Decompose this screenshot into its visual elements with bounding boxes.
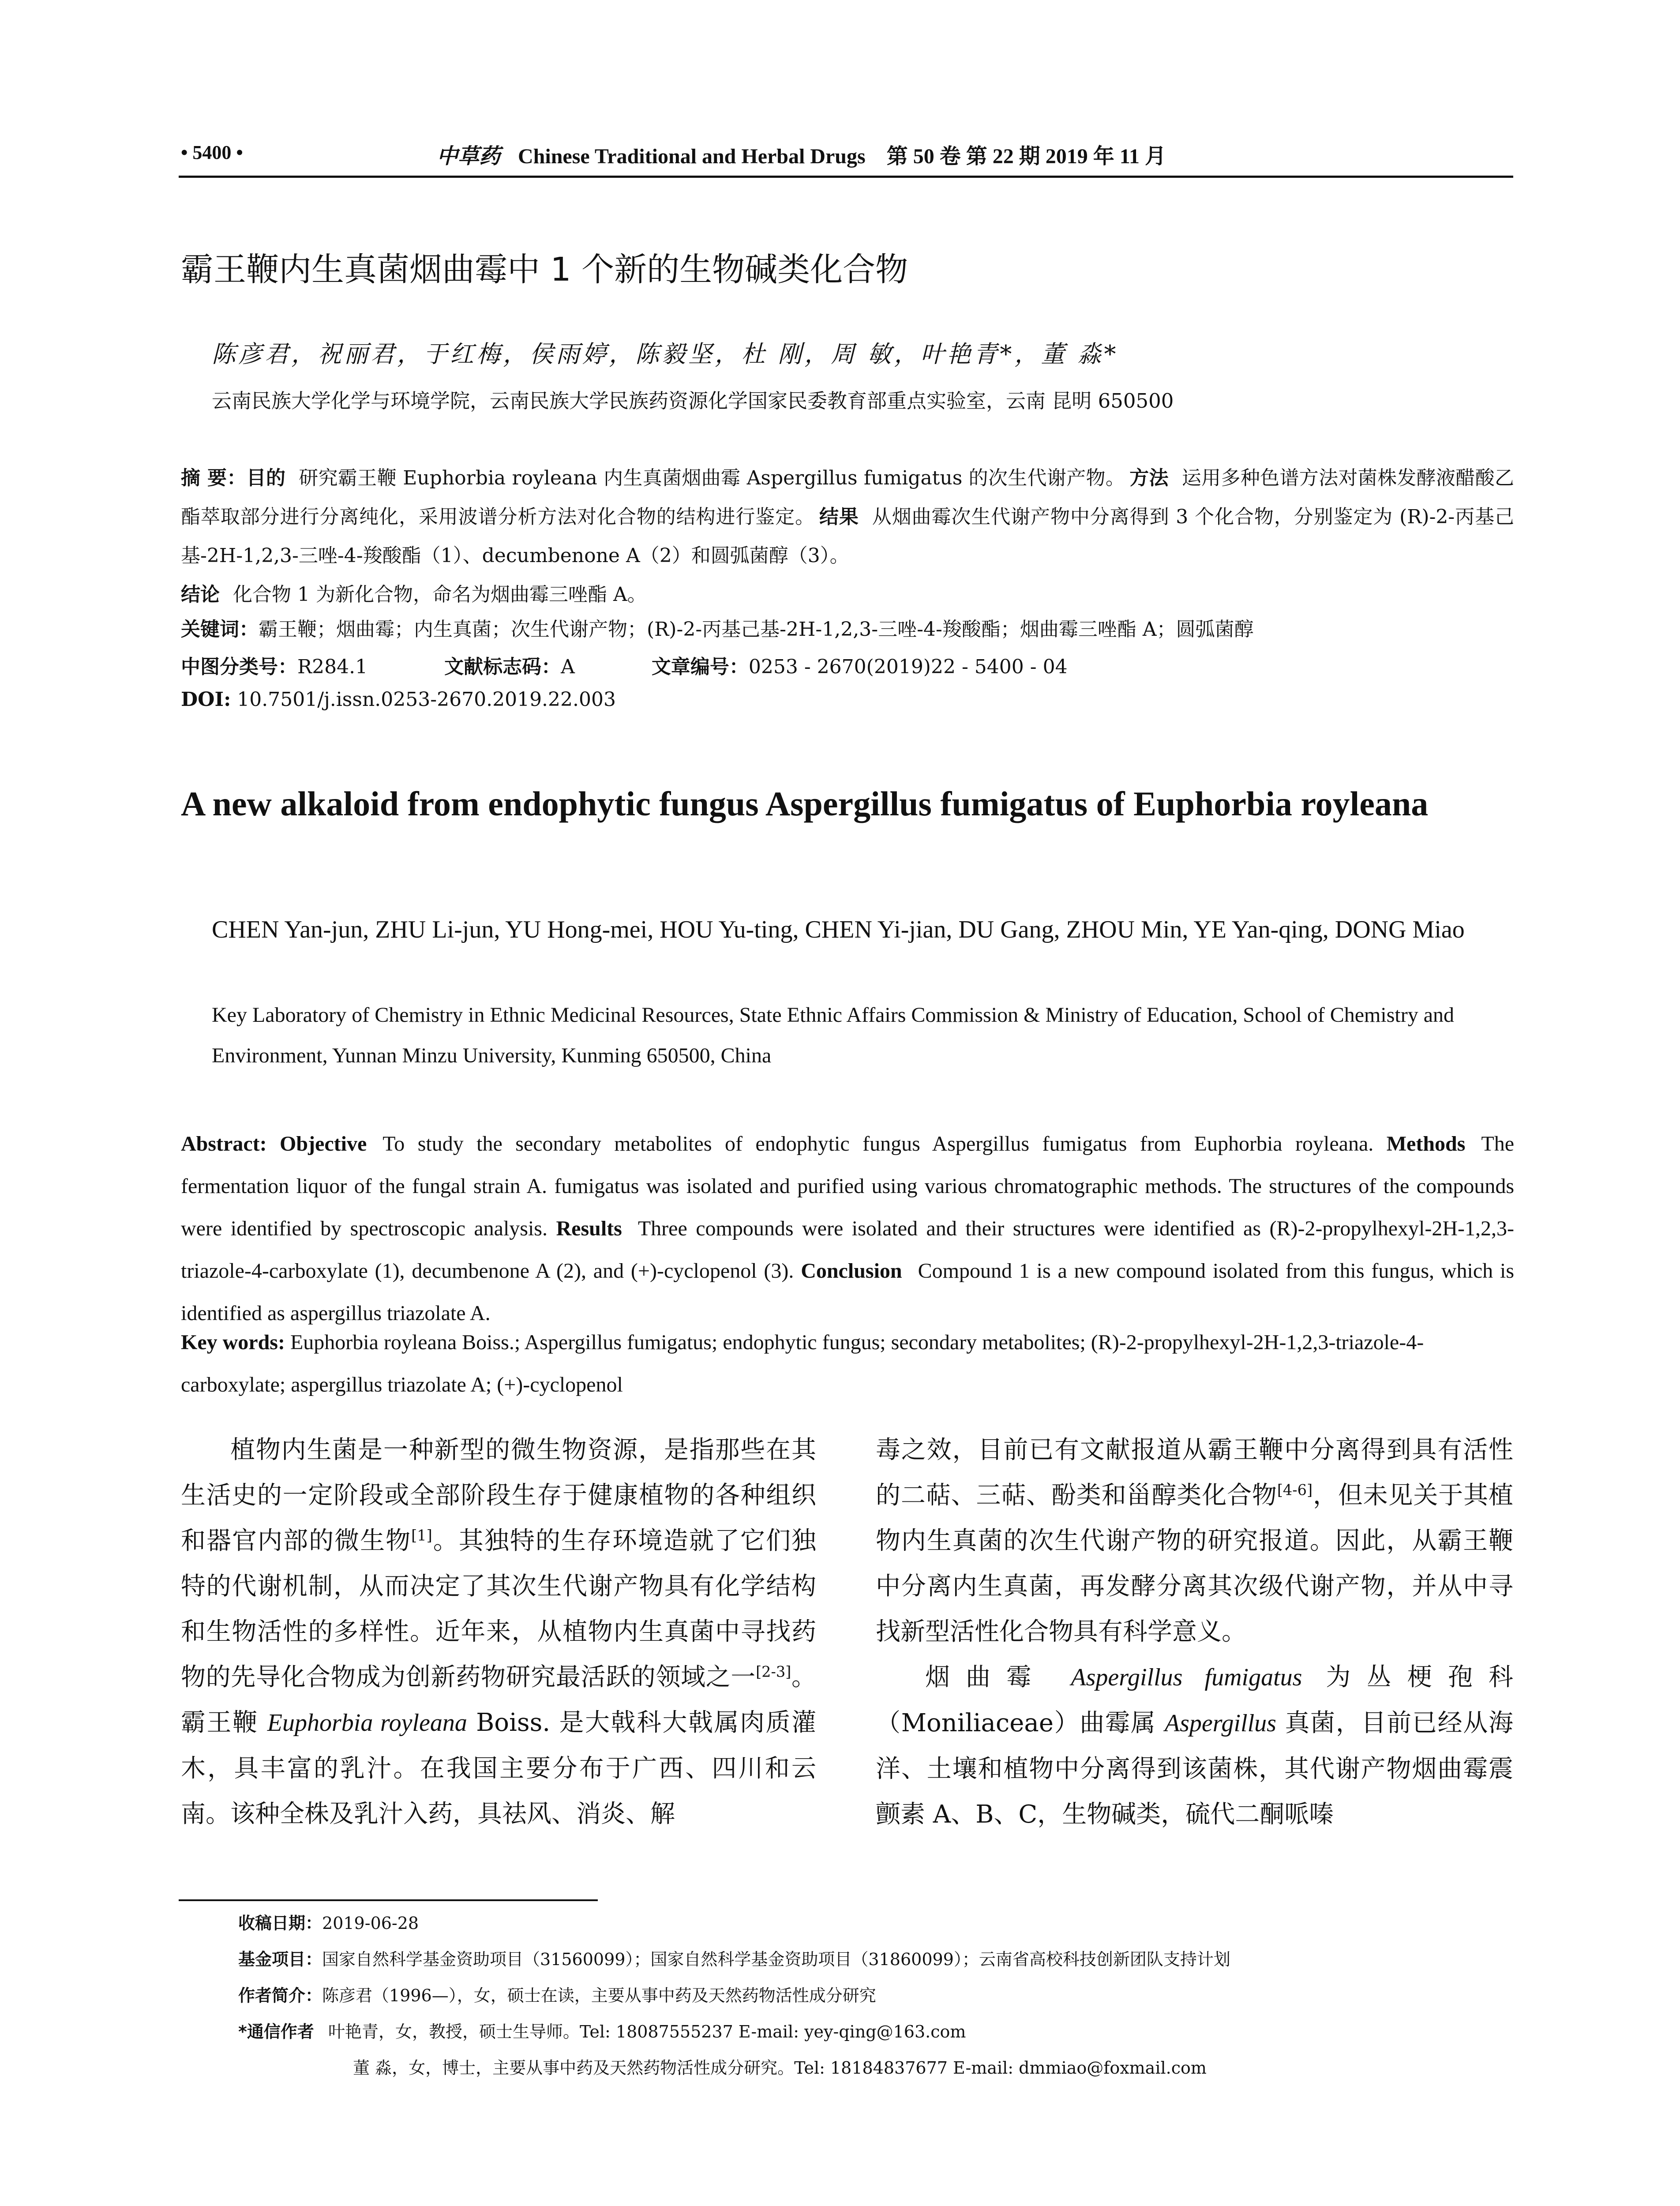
objective-label-cn: 目的: [246, 467, 286, 489]
body-text: 。霸王鞭: [181, 1663, 817, 1737]
methods-text-cn: 运用多种色谱方法对菌株发酵液醋酸乙酯萃取部分进行分离纯化，采用波谱分析方法对化合物的结构进行鉴定。: [181, 467, 1515, 528]
body-paragraph: [181, 1427, 816, 1837]
body-text: Boiss. 是大戟科大戟属肉质灌木，具丰富的乳汁。在我国主要分布于广西、四川和云南。该种全株及乳汁入药，具祛风、消炎、解: [181, 1708, 816, 1828]
footnote-rule: [179, 1899, 598, 1901]
header-rule: [179, 176, 1513, 178]
results-label-en: Results: [556, 1217, 622, 1240]
objective-text-cn: 研究霸王鞭 Euphorbia royleana 内生真菌烟曲霉 Aspergillus fumigatus 的次生代谢产物。: [299, 467, 1125, 489]
abstract-cn: [181, 459, 1514, 614]
affiliation-en: Key Laboratory of Chemistry in Ethnic Medicinal Resources, State Ethnic Affairs Commission & Ministry of Education, School of Chemistry and Environment, Yunnan Minzu University, Kunming 650500, China: [212, 1003, 1454, 1067]
received-label: 收稿日期：: [238, 1913, 322, 1933]
citation[interactable]: [2-3]: [756, 1663, 791, 1681]
authors-cn: 陈彦君，祝丽君，于红梅，侯雨婷，陈毅坚，杜 刚，周 敏，叶艳青*，董 淼*: [212, 340, 1119, 368]
affiliation-cn: 云南民族大学化学与环境学院，云南民族大学民族药资源化学国家民委教育部重点实验室，云南 昆明 650500: [212, 389, 1174, 413]
abstract-cn-label: 摘 要：: [181, 467, 247, 489]
citation[interactable]: [1]: [411, 1527, 432, 1544]
author-text: 陈彦君（1996—），女，硕士在读，主要从事中药及天然药物活性成分研究: [322, 1986, 876, 2005]
conclusion-label-cn: 结论: [181, 583, 220, 606]
fund-label: 基金项目：: [238, 1950, 322, 1969]
body-paragraph: [876, 1427, 1513, 1654]
title-en: A new alkaloid from endophytic fungus Aspergillus fumigatus of Euphorbia royleana: [181, 784, 1429, 823]
conclusion-label-en: Conclusion: [801, 1259, 902, 1283]
footnote-corresponding: [238, 2019, 966, 2045]
abstract-en-label: Abstract: Objective: [181, 1132, 367, 1156]
body-text: 真菌，目前已经从海洋、土壤和植物中分离得到该菌株，其代谢产物烟曲霉震颤素 A、B、C，生物碱类，硫代二酮哌嗪: [876, 1709, 1513, 1829]
methods-text-en: The fermentation liquor of the fungal strain A. fumigatus was isolated and purified using various chromatographic methods. The structures of the compounds were identified by spectroscopic analysis.: [181, 1132, 1515, 1240]
article-no-value: 0253 - 2670(2019)22 - 5400 - 04: [748, 656, 1068, 678]
body-text: ，但未见关于其植物内生真菌的次生代谢产物的研究报道。因此，从霸王鞭中分离内生真菌，再发酵分离其次级代谢产物，并从中寻找新型活性化合物具有科学意义。: [876, 1481, 1513, 1646]
doi-value: 10.7501/j.issn.0253-2670.2019.22.003: [237, 688, 616, 711]
clc-value: R284.1: [297, 656, 368, 678]
methods-label-cn: 方法: [1129, 467, 1169, 489]
body-paragraph: [876, 1654, 1513, 1837]
footnote-received: [238, 1910, 419, 1936]
body-text: 植物内生菌是一种新型的微生物资源，是指那些在其生活史的一定阶段或全部阶段生存于健康植物的各种组织和器官内部的微生物: [181, 1436, 816, 1555]
body-text: 毒之效，目前已有文献报道从霸王鞭中分离得到具有活性的二萜、三萜、酚类和甾醇类化合物: [876, 1436, 1513, 1510]
conclusion-text-cn: 化合物 1 为新化合物，命名为烟曲霉三唑酯 A。: [233, 583, 647, 606]
journal-issue: 第 50 卷 第 22 期 2019 年 11 月: [886, 145, 1166, 168]
citation[interactable]: [4-6]: [1277, 1481, 1313, 1499]
keywords-en: [181, 1321, 1514, 1406]
footnote-corresponding-2: 董 淼，女，博士，主要从事中药及天然药物活性成分研究。Tel: 18184837677 E-mail: dmmiao@foxmail.com: [353, 2058, 1207, 2078]
title-cn: 霸王鞭内生真菌烟曲霉中 1 个新的生物碱类化合物: [181, 251, 908, 289]
keywords-cn-text: 霸王鞭；烟曲霉；内生真菌；次生代谢产物；(R)-2-丙基己基-2H-1,2,3-三唑-4-羧酸酯；烟曲霉三唑酯 A；圆弧菌醇: [259, 618, 1254, 641]
page-number: • 5400 •: [181, 142, 243, 163]
results-text-en: Three compounds were isolated and their structures were identified as (R)-2-propylhexyl-2H-1,2,3-triazole-4-carboxylate (1), decumbenone A (2), and (+)-cyclopenol (3).: [181, 1217, 1515, 1283]
article-no-label: 文章编号：: [651, 656, 749, 678]
body-column-left: [181, 1427, 816, 1837]
footnote-fund: [238, 1947, 1230, 1972]
received-date: 2019-06-28: [322, 1913, 419, 1933]
keywords-en-label: Key words:: [181, 1331, 285, 1354]
author-label: 作者简介：: [238, 1986, 322, 2005]
methods-label-en: Methods: [1386, 1132, 1466, 1156]
fund-text: 国家自然科学基金资助项目（31560099）；国家自然科学基金资助项目（31860099）；云南省高校科技创新团队支持计划: [322, 1950, 1230, 1969]
journal-name-en: Chinese Traditional and Herbal Drugs: [518, 145, 866, 168]
doi: [181, 688, 616, 711]
journal-header: [437, 139, 1166, 169]
body-text: 烟曲霉: [925, 1663, 1071, 1692]
clc-label: 中图分类号：: [181, 656, 297, 678]
doc-code-label: 文献标志码：: [444, 656, 561, 678]
classification: [181, 651, 1068, 679]
body-column-right: [876, 1427, 1513, 1837]
species-name: Aspergillus fumigatus: [1071, 1664, 1302, 1691]
results-label-cn: 结果: [819, 506, 859, 528]
corresponding-1: 叶艳青，女，教授，硕士生导师。Tel: 18087555237 E-mail: yey-qing@163.com: [328, 2022, 966, 2041]
genus-name: Aspergillus: [1164, 1710, 1276, 1737]
objective-text-en: To study the secondary metabolites of endophytic fungus Aspergillus fumigatus from Euphorbia royleana.: [382, 1132, 1374, 1156]
species-name: Euphorbia royleana: [267, 1709, 467, 1737]
body-text: 。其独特的生存环境造就了它们独特的代谢机制，从而决定了其次生代谢产物具有化学结构和生物活性的多样性。近年来，从植物内生真菌中寻找药物的先导化合物成为创新药物研究最活跃的领域之一: [181, 1527, 817, 1692]
footnote-author: [238, 1983, 876, 2008]
keywords-en-text: Euphorbia royleana Boiss.; Aspergillus fumigatus; endophytic fungus; secondary metabolites; (R)-2-propylhexyl-2H-1,2,3-triazole-4-carboxylate; aspergillus triazolate A; (+)-cyclopenol: [181, 1331, 1424, 1396]
journal-name-cn: 中草药: [437, 145, 501, 168]
authors-en: CHEN Yan-jun, ZHU Li-jun, YU Hong-mei, HOU Yu-ting, CHEN Yi-jian, DU Gang, ZHOU Min, YE Yan-qing, DONG Miao: [212, 916, 1465, 943]
doi-label: DOI:: [181, 688, 231, 711]
results-text-cn: 从烟曲霉次生代谢产物中分离得到 3 个化合物，分别鉴定为 (R)-2-丙基己基-2H-1,2,3-三唑-4-羧酸酯（1）、decumbenone A（2）和圆弧菌醇（3）。: [181, 506, 1515, 567]
conclusion-text-en: Compound 1 is a new compound isolated from this fungus, which is identified as aspergillus triazolate A.: [181, 1259, 1515, 1325]
doc-code-value: A: [561, 656, 575, 678]
abstract-en: [181, 1123, 1514, 1335]
corresponding-label: *通信作者: [238, 2022, 314, 2041]
keywords-cn-label: 关键词：: [181, 618, 259, 641]
body-text: 为丛梗孢科（Moniliaceae）曲霉属: [876, 1663, 1513, 1737]
keywords-cn: [181, 613, 1518, 642]
